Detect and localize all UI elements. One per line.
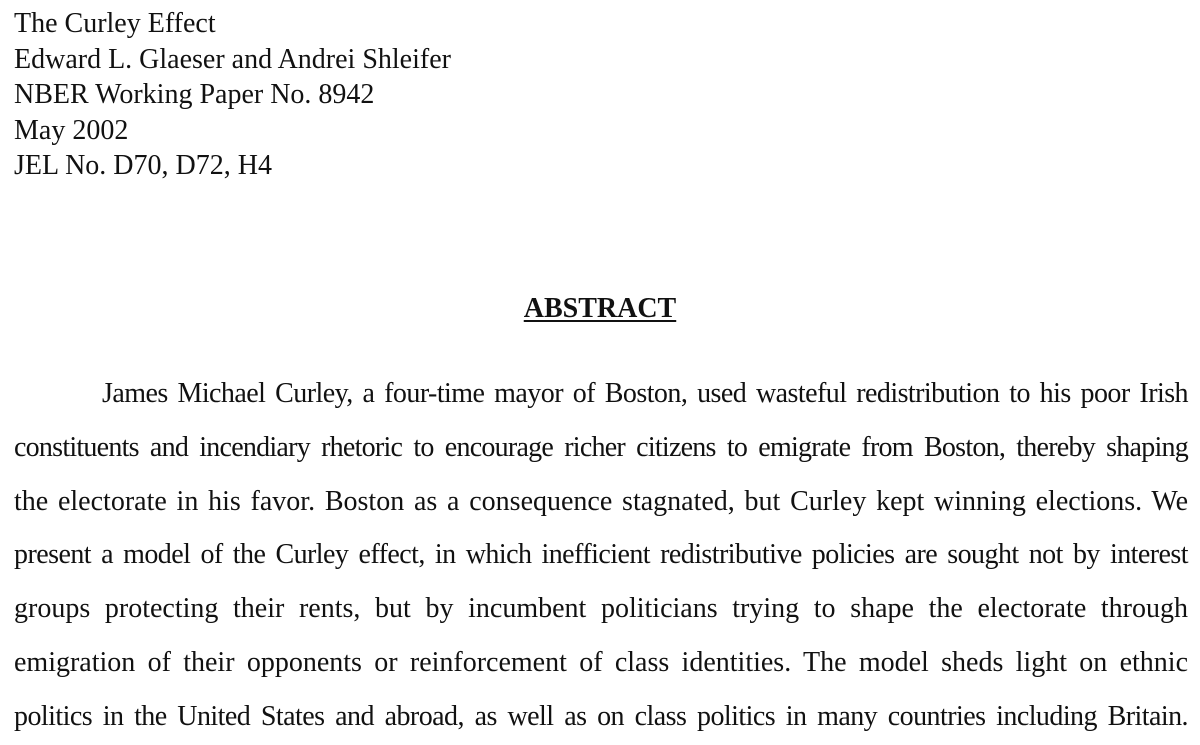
abstract-line-6: emigration of their opponents or reinforcement of class identities. The model sheds light on ethnic (14, 646, 1188, 678)
abstract-line-3: the electorate in his favor. Boston as a consequence stagnated, but Curley kept winning elections. We (14, 485, 1188, 517)
abstract-body (14, 367, 1188, 744)
abstract-line-7: politics in the United States and abroad, as well as on class politics in many countries including Britain. (14, 700, 1188, 732)
paper-header (14, 6, 451, 184)
abstract-line-4: present a model of the Curley effect, in which inefficient redistributive policies are sought not by interest (14, 539, 1188, 571)
paper-authors: Edward L. Glaeser and Andrei Shleifer (14, 43, 451, 75)
abstract-line-1: James Michael Curley, a four-time mayor of Boston, used wasteful redistribution to his poor Irish (102, 378, 1188, 409)
paper-date: May 2002 (14, 114, 129, 146)
abstract-heading: ABSTRACT (523, 293, 677, 324)
paper-series: NBER Working Paper No. 8942 (14, 79, 375, 110)
paper-jel-codes: JEL No. D70, D72, H4 (14, 150, 272, 181)
paper-title: The Curley Effect (14, 8, 216, 39)
abstract-line-2: constituents and incendiary rhetoric to encourage richer citizens to emigrate from Boston, thereby shaping (14, 431, 1188, 463)
abstract-line-5: groups protecting their rents, but by incumbent politicians trying to shape the electorate through (14, 593, 1188, 625)
